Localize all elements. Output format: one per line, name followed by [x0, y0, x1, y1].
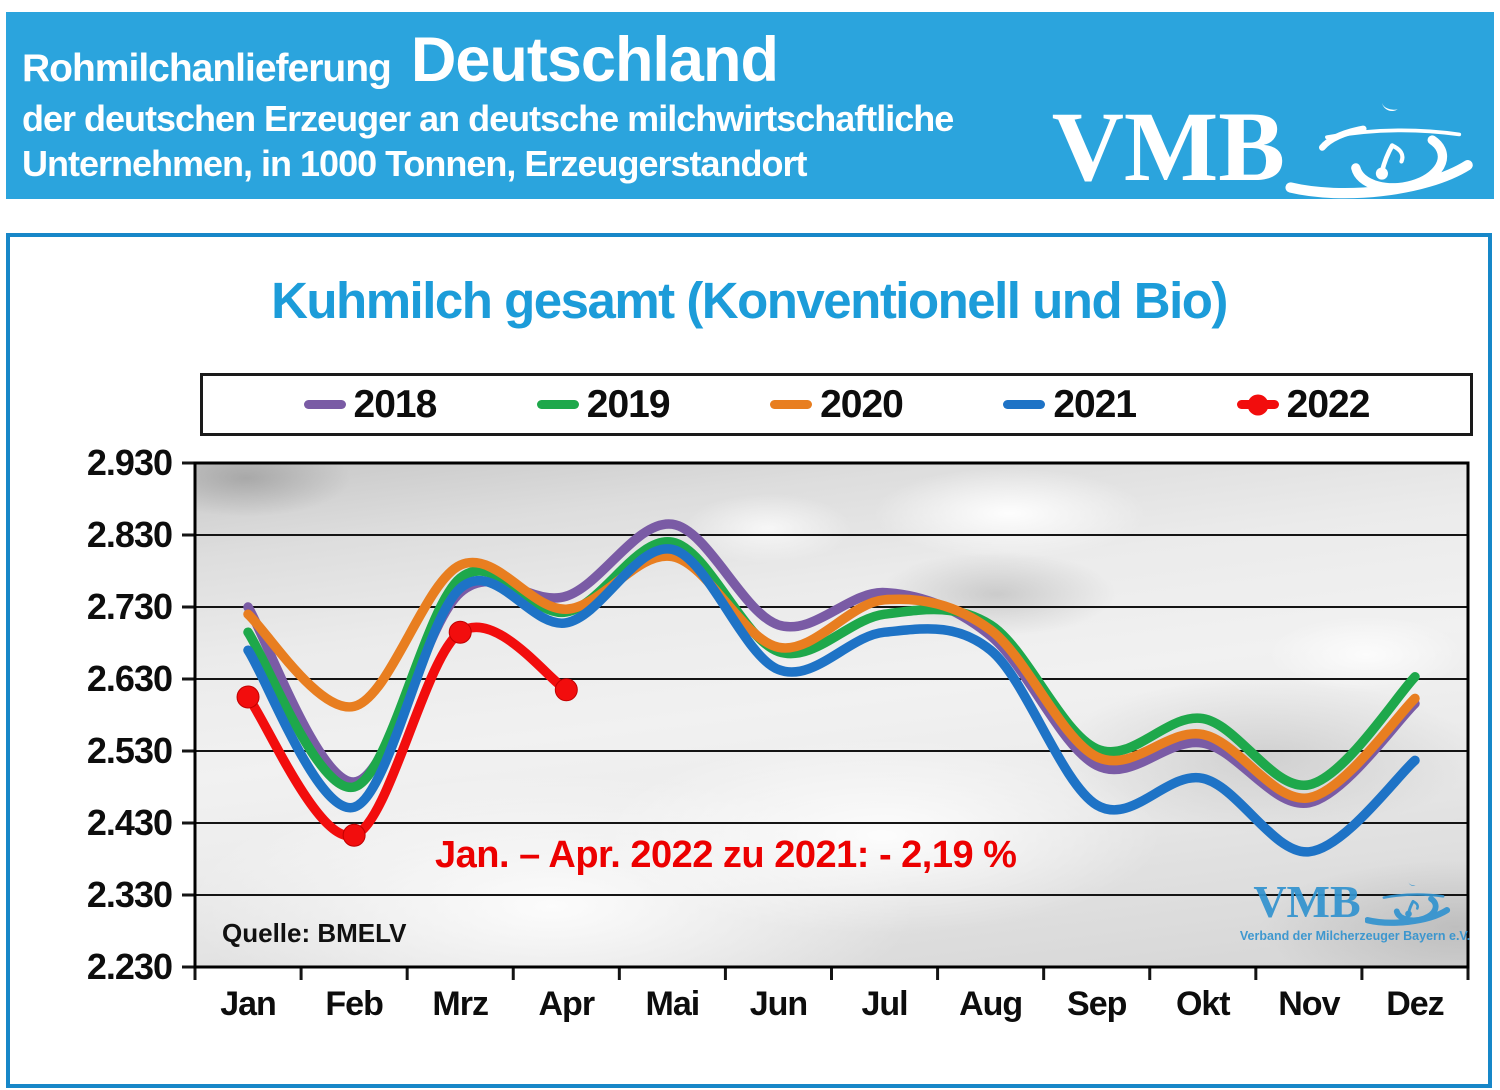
data-point-marker-2022: [449, 621, 471, 643]
legend-swatch: [1237, 400, 1279, 409]
annotation-text: Jan. – Apr. 2022 zu 2021: - 2,19 %: [435, 834, 1017, 876]
legend-swatch: [770, 400, 812, 409]
x-tick-label: Sep: [1067, 985, 1127, 1023]
header-subtitle-1: der deutschen Erzeuger an deutsche milchwirtschaftliche: [22, 98, 954, 139]
legend-item-2021: [1003, 383, 1136, 427]
y-tick-label: 2.730: [86, 586, 172, 627]
source-label: Quelle: BMELV: [222, 918, 407, 948]
series-line-2020: [248, 556, 1415, 798]
y-tick-label: 2.930: [86, 442, 172, 483]
chart-title: Kuhmilch gesamt (Konventionell und Bio): [271, 272, 1227, 329]
legend-item-2019: [537, 383, 670, 427]
x-tick-label: Nov: [1278, 985, 1340, 1023]
legend-swatch: [1003, 400, 1045, 409]
legend-item-2018: [304, 383, 437, 427]
watermark-vmb-text: VMB: [1253, 876, 1361, 927]
header-text-block: [22, 24, 953, 186]
y-tick-label: 2.230: [86, 946, 172, 987]
vmb-logo: [1052, 91, 1490, 203]
legend-label: 2021: [1053, 382, 1137, 426]
vmb-logo-text: VMB: [1051, 91, 1285, 202]
header-subtitle-2: Unternehmen, in 1000 Tonnen, Erzeugerstandort: [22, 143, 807, 184]
y-tick-label: 2.830: [86, 514, 172, 555]
legend-label: 2018: [353, 382, 437, 426]
y-tick-label: 2.630: [86, 658, 172, 699]
x-tick-label: Apr: [538, 985, 595, 1023]
legend-item-2022: [1237, 383, 1370, 427]
y-tick-label: 2.430: [86, 802, 172, 843]
watermark-row: [1232, 877, 1478, 927]
x-tick-label: Jan: [220, 985, 276, 1023]
legend-swatch: [304, 400, 346, 409]
header-title-big: Deutschland: [410, 25, 778, 95]
header-title-small: Rohmilchanlieferung: [22, 47, 391, 90]
y-tick-label: 2.330: [86, 874, 172, 915]
x-tick-label: Mrz: [432, 985, 488, 1023]
watermark: [1232, 877, 1478, 943]
header-banner: [6, 12, 1494, 202]
legend-swatch: [537, 400, 579, 409]
x-tick-label: Okt: [1175, 985, 1230, 1023]
watermark-swirl-icon: [1365, 877, 1457, 927]
data-point-marker-2022: [555, 679, 577, 701]
watermark-subtext: Verband der Milcherzeuger Bayern e.V.: [1239, 929, 1471, 943]
header-title-line: [22, 24, 953, 96]
x-tick-label: Aug: [959, 985, 1023, 1023]
legend-label: 2019: [586, 382, 670, 426]
data-point-marker-2022: [237, 686, 259, 708]
x-tick-label: Jul: [861, 985, 908, 1023]
chart-frame: [6, 233, 1492, 1088]
x-tick-label: Feb: [325, 985, 383, 1023]
y-tick-label: 2.530: [86, 730, 172, 771]
legend-marker-circle: [1247, 394, 1268, 415]
milk-swirl-icon: [1285, 91, 1490, 203]
x-tick-label: Mai: [645, 985, 700, 1023]
legend-label: 2020: [820, 382, 903, 426]
x-tick-label: Dez: [1386, 985, 1444, 1023]
legend-item-2020: [770, 383, 903, 427]
legend-label: 2022: [1286, 382, 1370, 426]
x-tick-label: Jun: [749, 985, 808, 1023]
data-point-marker-2022: [343, 824, 365, 846]
chart-legend: [200, 373, 1473, 436]
